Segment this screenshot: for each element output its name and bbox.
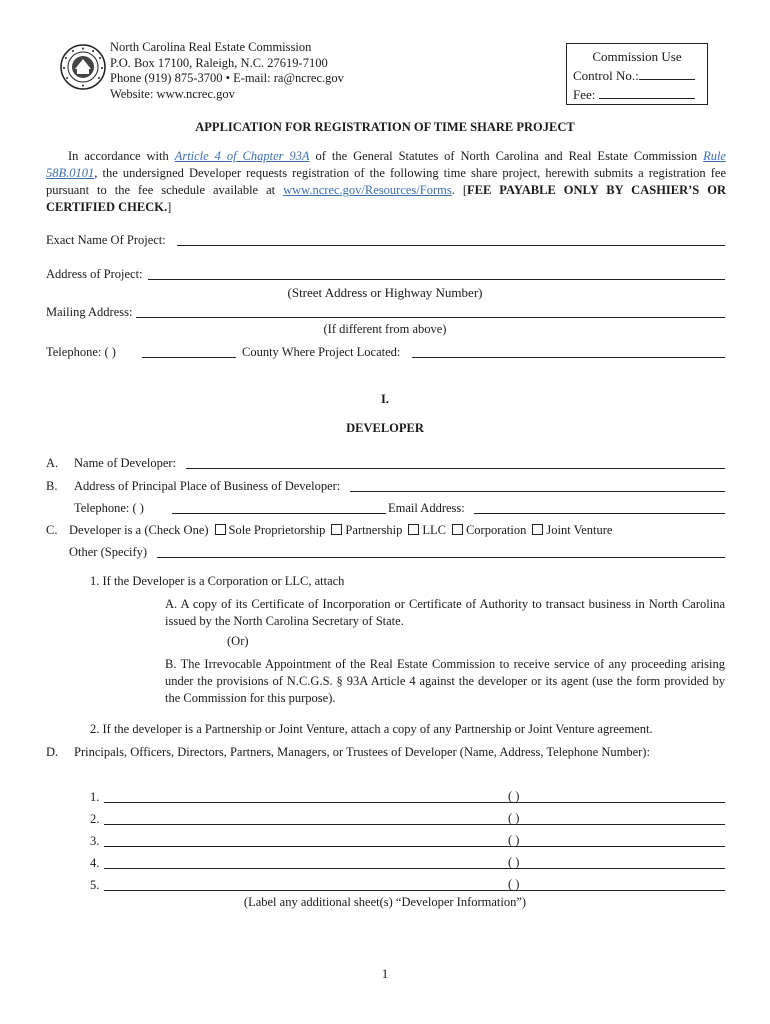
developer-name-label: Name of Developer: [74,456,177,470]
control-number-field[interactable] [639,69,695,80]
principal-3-field[interactable] [104,846,725,847]
project-telephone-field[interactable] [142,357,236,358]
principal-3-number: 3. [90,834,100,848]
principal-4-number: 4. [90,856,100,870]
section-title: DEVELOPER [346,421,424,435]
llc-label: LLC [422,523,446,537]
header-website: Website: www.ncrec.gov [110,86,235,101]
intro-text-3: , the undersigned Developer requests registration of the following time share project, herewith submits a registration fee pursuant to the fee schedule available at [46,166,726,197]
partnership-label: Partnership [345,523,403,537]
item-d-letter: D. [46,745,59,759]
commission-use-title: Commission Use [592,49,682,64]
item-c-letter: C. [46,523,58,537]
project-telephone-label: Telephone: ( ) [46,345,116,359]
header-address-block [110,40,344,102]
llc-checkbox[interactable] [408,524,419,535]
other-specify-field[interactable] [157,557,725,558]
fee-payment-notice: FEE PAYABLE ONLY BY CASHIER’S OR CERTIFIED CHECK. [46,183,726,214]
article-link[interactable]: Article 4 of Chapter 93A [174,149,310,163]
intro-text-4: . [ [451,183,467,197]
item-1-text: 1. If the Developer is a Corporation or LLC, attach [90,574,345,588]
principal-2-field[interactable] [104,824,725,825]
item-b-letter: B. [46,479,58,493]
county-label: County Where Project Located: [242,345,401,359]
control-number-row [573,66,701,85]
fee-row [573,85,701,104]
joint-venture-checkbox[interactable] [532,524,543,535]
principal-5-phone-parens: ( ) [508,877,520,891]
page-number: 1 [381,966,389,981]
other-specify-label: Other (Specify) [69,545,148,559]
forms-link[interactable]: www.ncrec.gov/Resources/Forms [283,183,452,197]
developer-type-row [69,523,612,538]
commission-use-box [566,43,708,105]
mailing-address-caption: (If different from above) [323,322,447,336]
or-text: (Or) [227,634,249,648]
sole-proprietorship-checkbox[interactable] [215,524,226,535]
developer-name-field[interactable] [186,468,725,469]
principal-1-field[interactable] [104,802,725,803]
rule-link[interactable]: Rule 58B.0101 [46,149,726,180]
developer-telephone-label: Telephone: ( ) [74,501,144,515]
county-field[interactable] [412,357,725,358]
corporation-checkbox[interactable] [452,524,463,535]
principals-label: Principals, Officers, Directors, Partners, Managers, or Trustees of Developer (Name, Address, Telephone Number): [74,745,650,759]
developer-address-field[interactable] [350,491,725,492]
header-org: North Carolina Real Estate Commission [110,40,312,54]
commission-seal-logo [60,44,106,90]
control-number-label: Control No.: [573,68,639,83]
additional-sheets-note: (Label any additional sheet(s) “Developer Information”) [243,895,527,909]
sole-proprietorship-label: Sole Proprietorship [228,523,326,537]
principal-5-field[interactable] [104,890,725,891]
header-pobox: P.O. Box 17100, Raleigh, N.C. 27619-7100 [110,55,328,70]
corporation-label: Corporation [465,523,527,537]
project-address-field[interactable] [148,279,725,280]
fee-label: Fee: [573,87,596,102]
developer-address-label: Address of Principal Place of Business of Developer: [74,479,341,493]
intro-text-2: of the General Statutes of North Carolina and Real Estate Commission [309,149,704,163]
mailing-address-label: Mailing Address: [46,305,133,319]
item-1a-text: A. A copy of its Certificate of Incorporation or Certificate of Authority to transact business in North Carolina issued by the North Carolina Secretary of State. [165,597,725,628]
item-2-text: 2. If the developer is a Partnership or Joint Venture, attach a copy of any Partnership or Joint Venture agreement. [90,722,653,736]
form-title: APPLICATION FOR REGISTRATION OF TIME SHARE PROJECT [195,120,575,134]
mailing-address-field[interactable] [136,317,725,318]
intro-paragraph [46,148,726,216]
developer-type-label: Developer is a (Check One) [69,523,209,537]
fee-field[interactable] [599,88,695,99]
project-address-label: Address of Project: [46,267,143,281]
intro-text-1: In accordance with [68,149,175,163]
principal-5-number: 5. [90,878,100,892]
principal-1-phone-parens: ( ) [508,789,520,803]
principal-4-field[interactable] [104,868,725,869]
project-name-field[interactable] [177,245,725,246]
intro-text-5: ] [167,200,172,214]
principal-2-phone-parens: ( ) [508,811,520,825]
project-address-caption: (Street Address or Highway Number) [287,285,483,300]
developer-email-label: Email Address: [388,501,465,515]
joint-venture-label: Joint Venture [546,523,613,537]
item-a-letter: A. [46,456,59,470]
principal-1-number: 1. [90,790,100,804]
principal-4-phone-parens: ( ) [508,855,520,869]
item-1b-text: B. The Irrevocable Appointment of the Real Estate Commission to receive service of any proceeding arising under the provisions of N.C.G.S. § 93A Article 4 against the developer or its agent (use the form provided by the Commission for this purpose). [165,657,725,705]
partnership-checkbox[interactable] [331,524,342,535]
section-number: I. [381,392,389,406]
project-name-label: Exact Name Of Project: [46,233,166,247]
developer-telephone-field[interactable] [172,513,386,514]
principal-3-phone-parens: ( ) [508,833,520,847]
principal-2-number: 2. [90,812,100,826]
developer-email-field[interactable] [474,513,725,514]
header-phone: Phone (919) 875-3700 • E-mail: ra@ncrec.gov [110,71,344,85]
